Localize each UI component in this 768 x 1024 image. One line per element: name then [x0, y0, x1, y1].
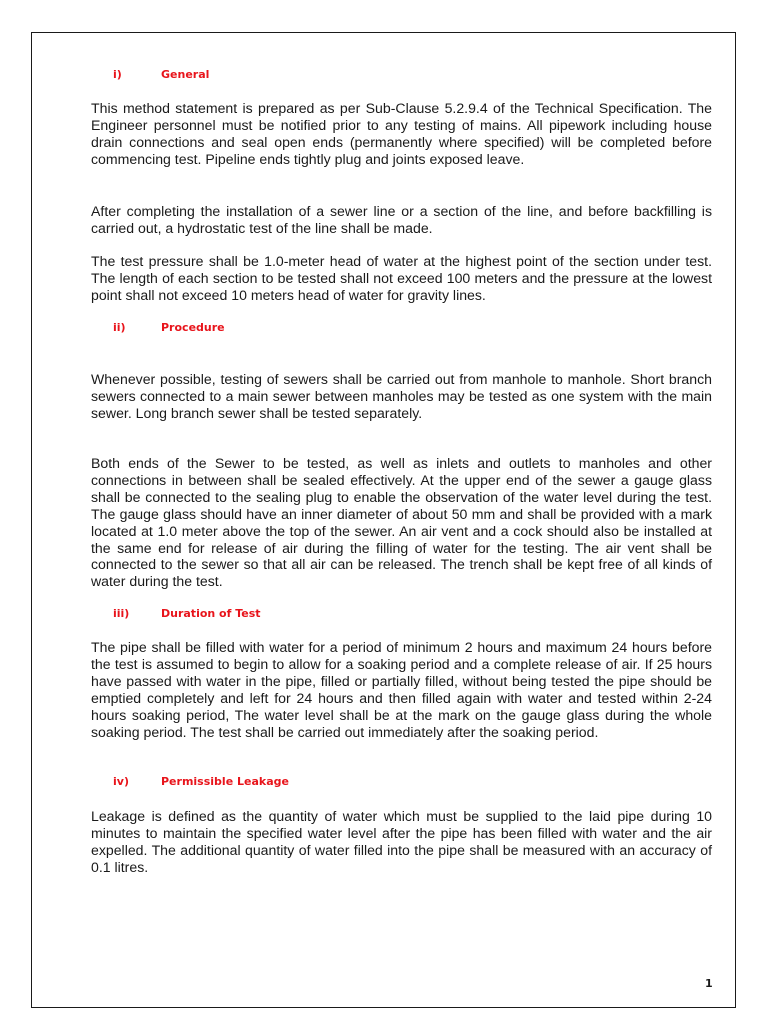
section-title: Permissible Leakage — [161, 775, 289, 788]
paragraph: After completing the installation of a sewer line or a section of the line, and before backfilling is carried out, a hydrostatic test of the line shall be made. — [91, 203, 712, 236]
paragraph: This method statement is prepared as per Sub-Clause 5.2.9.4 of the Technical Specification. The Engineer personnel must be notified prior to any testing of mains. All pipework including house drain connections and seal open ends (permanently where specified) will be completed before commencing test. Pipeline ends tightly plug and joints exposed leave. — [91, 100, 712, 167]
section-heading-general — [113, 68, 209, 81]
paragraph: The pipe shall be filled with water for a period of minimum 2 hours and maximum 24 hours before the test is assumed to begin to allow for a soaking period and a complete release of air. If 25 hours have passed with water in the pipe, filled or partially filled, without being tested the pipe should be emptied completely and left for 24 hours and then filled again with water and tested within 2-24 hours soaking period, The water level shall be at the mark on the gauge glass during the whole soaking period. The test shall be carried out immediately after the soaking period. — [91, 639, 712, 740]
section-title: Duration of Test — [161, 607, 261, 620]
section-number: iii) — [113, 607, 130, 620]
page-number: 1 — [705, 977, 713, 990]
paragraph: The test pressure shall be 1.0-meter head of water at the highest point of the section under test. The length of each section to be tested shall not exceed 100 meters and the pressure at the lowest point shall not exceed 10 meters head of water for gravity lines. — [91, 253, 712, 303]
section-number: ii) — [113, 321, 126, 334]
section-title: General — [161, 68, 210, 81]
section-number: i) — [113, 68, 122, 81]
paragraph: Both ends of the Sewer to be tested, as well as inlets and outlets to manholes and other connections in between shall be sealed effectively. At the upper end of the sewer a gauge glass shall be connected to the sealing plug to enable the observation of the water level during the test. The gauge glass should have an inner diameter of about 50 mm and shall be provided with a mark located at 1.0 meter above the top of the sewer. An air vent and a cock should also be installed at the same end for release of air during the filling of water for the testing. The air vent shall be connected to the sewer so that all air can be released. The trench shall be kept free of all kinds of water during the test. — [91, 455, 712, 590]
section-heading-duration — [113, 607, 261, 620]
section-number: iv) — [113, 775, 129, 788]
paragraph: Leakage is defined as the quantity of water which must be supplied to the laid pipe during 10 minutes to maintain the specified water level after the pipe has been filled with water and the air expelled. The additional quantity of water filled into the pipe shall be measured with an accuracy of 0.1 litres. — [91, 808, 712, 875]
section-heading-procedure — [113, 321, 225, 334]
paragraph: Whenever possible, testing of sewers shall be carried out from manhole to manhole. Short branch sewers connected to a main sewer between manholes may be tested as one system with the main sewer. Long branch sewer shall be tested separately. — [91, 371, 712, 421]
section-heading-permissible-leakage — [113, 775, 289, 788]
section-title: Procedure — [161, 321, 225, 334]
